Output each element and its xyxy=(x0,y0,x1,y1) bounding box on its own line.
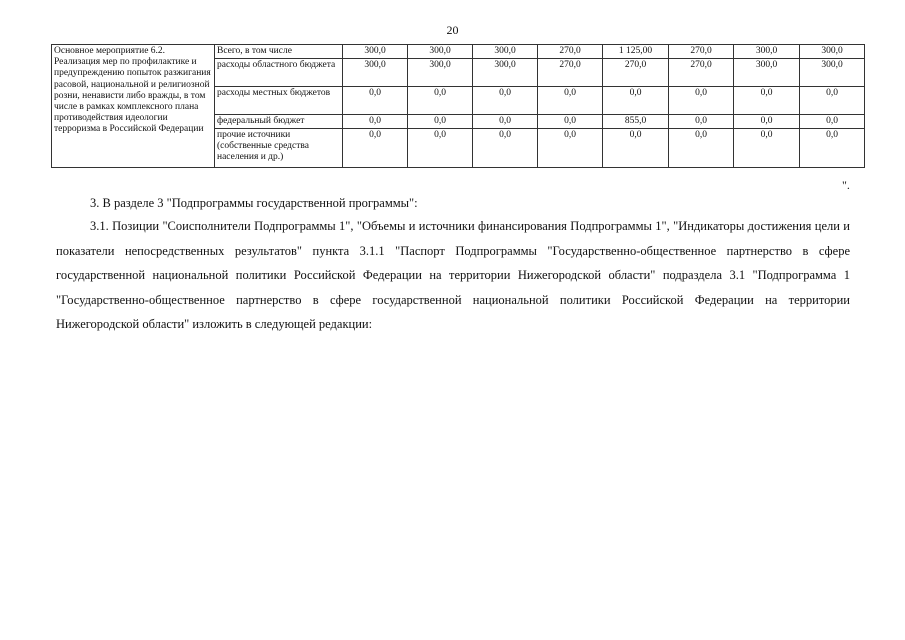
value-cell: 0,0 xyxy=(473,115,538,129)
section-heading-paragraph xyxy=(56,190,850,216)
value-cell: 0,0 xyxy=(408,115,473,129)
value-cell: 270,0 xyxy=(538,45,603,59)
value-cell: 300,0 xyxy=(473,45,538,59)
value-cell: 0,0 xyxy=(800,87,865,115)
value-cell: 0,0 xyxy=(538,129,603,168)
value-cell: 0,0 xyxy=(669,129,734,168)
value-cell: 0,0 xyxy=(343,87,408,115)
value-cell: 0,0 xyxy=(408,129,473,168)
paragraph: 3. В разделе 3 "Подпрограммы государственной программы": xyxy=(90,196,418,210)
value-cell: 0,0 xyxy=(669,115,734,129)
value-cell: 300,0 xyxy=(473,59,538,87)
financing-table xyxy=(51,44,865,168)
value-cell: 0,0 xyxy=(343,129,408,168)
value-cell: 300,0 xyxy=(800,45,865,59)
value-cell: 0,0 xyxy=(408,87,473,115)
table-row xyxy=(52,45,865,59)
source-cell: расходы областного бюджета xyxy=(215,59,343,87)
value-cell: 300,0 xyxy=(734,45,800,59)
value-cell: 300,0 xyxy=(343,45,408,59)
value-cell: 0,0 xyxy=(538,115,603,129)
source-cell: расходы местных бюджетов xyxy=(215,87,343,115)
value-cell: 0,0 xyxy=(473,129,538,168)
value-cell: 0,0 xyxy=(800,129,865,168)
value-cell: 0,0 xyxy=(473,87,538,115)
value-cell: 0,0 xyxy=(734,115,800,129)
value-cell: 0,0 xyxy=(669,87,734,115)
value-cell: 0,0 xyxy=(800,115,865,129)
source-cell: федеральный бюджет xyxy=(215,115,343,129)
activity-cell: Основное мероприятие 6.2. Реализация мер по профилактике и предупреждению попыток разжигания расовой, национальной и религиозной розни, ненависти либо вражды, в том числе в рамках комплексного плана противодействия идеологии терроризма в Российской Федерации xyxy=(52,45,215,168)
page-number: 20 xyxy=(446,23,459,37)
source-cell: Всего, в том числе xyxy=(215,45,343,59)
value-cell: 270,0 xyxy=(669,59,734,87)
paragraph: 3.1. Позиции "Соисполнители Подпрограммы 1", "Объемы и источники финансирования Подпрограммы 1", "Индикаторы достижения цели и показатели непосредственных результатов" пункта 3.1.1 "Паспорт Подпрограммы "Государственно-общественное партнерство в сфере государственной национальной политики Российской Федерации на территории Нижегородской области" подраздела 3.1 "Подпрограмма 1 "Государственно-общественное партнерство в сфере государственной национальной политики Российской Федерации на территории Нижегородской области" изложить в следующей редакции: xyxy=(56,219,850,332)
value-cell: 855,0 xyxy=(603,115,669,129)
source-cell: прочие источники (собственные средства населения и др.) xyxy=(215,129,343,168)
value-cell: 270,0 xyxy=(603,59,669,87)
value-cell: 300,0 xyxy=(800,59,865,87)
value-cell: 1 125,00 xyxy=(603,45,669,59)
value-cell: 0,0 xyxy=(734,87,800,115)
value-cell: 0,0 xyxy=(734,129,800,168)
value-cell: 300,0 xyxy=(408,59,473,87)
value-cell: 270,0 xyxy=(669,45,734,59)
value-cell: 300,0 xyxy=(734,59,800,87)
value-cell: 0,0 xyxy=(603,129,669,168)
closing-quote: ". xyxy=(842,178,850,192)
value-cell: 0,0 xyxy=(343,115,408,129)
value-cell: 270,0 xyxy=(538,59,603,87)
body-paragraph xyxy=(56,214,850,337)
value-cell: 300,0 xyxy=(343,59,408,87)
value-cell: 0,0 xyxy=(538,87,603,115)
value-cell: 0,0 xyxy=(603,87,669,115)
value-cell: 300,0 xyxy=(408,45,473,59)
